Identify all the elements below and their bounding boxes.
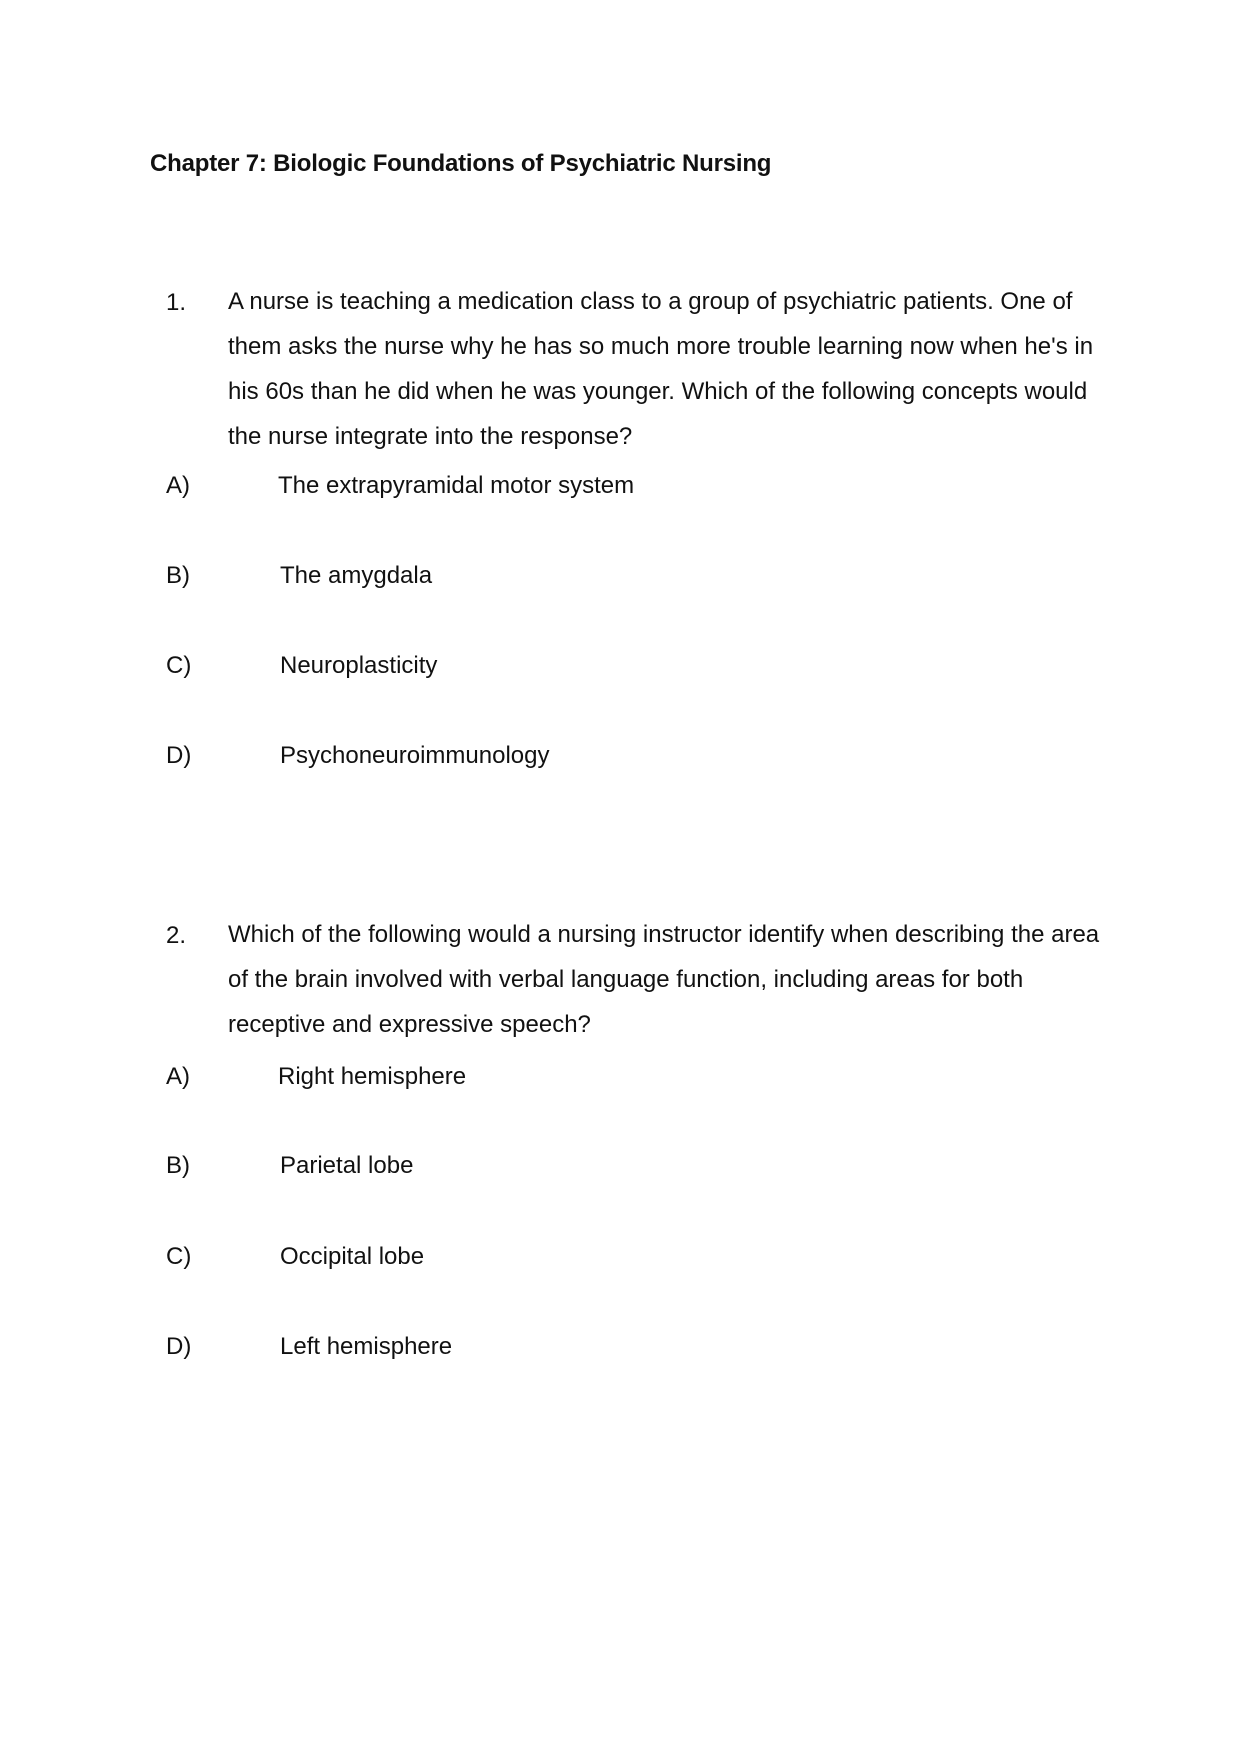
option-letter: B) xyxy=(166,1152,190,1179)
question-text: Which of the following would a nursing instructor identify when describing the area of the brain involved with verbal language function, including areas for both receptive and expressive speech? xyxy=(228,921,1100,1038)
option-letter: D) xyxy=(166,742,192,769)
option-text: The amygdala xyxy=(280,562,433,589)
option-text: Parietal lobe xyxy=(280,1152,414,1179)
option-text: Neuroplasticity xyxy=(280,652,438,679)
option-text: Psychoneuroimmunology xyxy=(280,742,550,769)
option-letter: A) xyxy=(166,1063,190,1090)
option-letter: C) xyxy=(166,652,192,679)
option-letter: D) xyxy=(166,1333,192,1360)
option-text: Left hemisphere xyxy=(280,1333,453,1360)
option-letter: C) xyxy=(166,1243,192,1270)
option-text: The extrapyramidal motor system xyxy=(278,472,635,499)
question-number: 2. xyxy=(166,922,187,949)
chapter-title: Chapter 7: Biologic Foundations of Psychiatric Nursing xyxy=(150,150,772,177)
question-text: A nurse is teaching a medication class to a group of psychiatric patients. One of them asks the nurse why he has so much more trouble learning now when he's in his 60s than he did when he was younger. Which of the following concepts would the nurse integrate into the response? xyxy=(228,288,1094,450)
option-letter: A) xyxy=(166,472,190,499)
option-text: Right hemisphere xyxy=(278,1063,467,1090)
option-letter: B) xyxy=(166,562,190,589)
question-number: 1. xyxy=(166,289,187,316)
option-text: Occipital lobe xyxy=(280,1243,425,1270)
